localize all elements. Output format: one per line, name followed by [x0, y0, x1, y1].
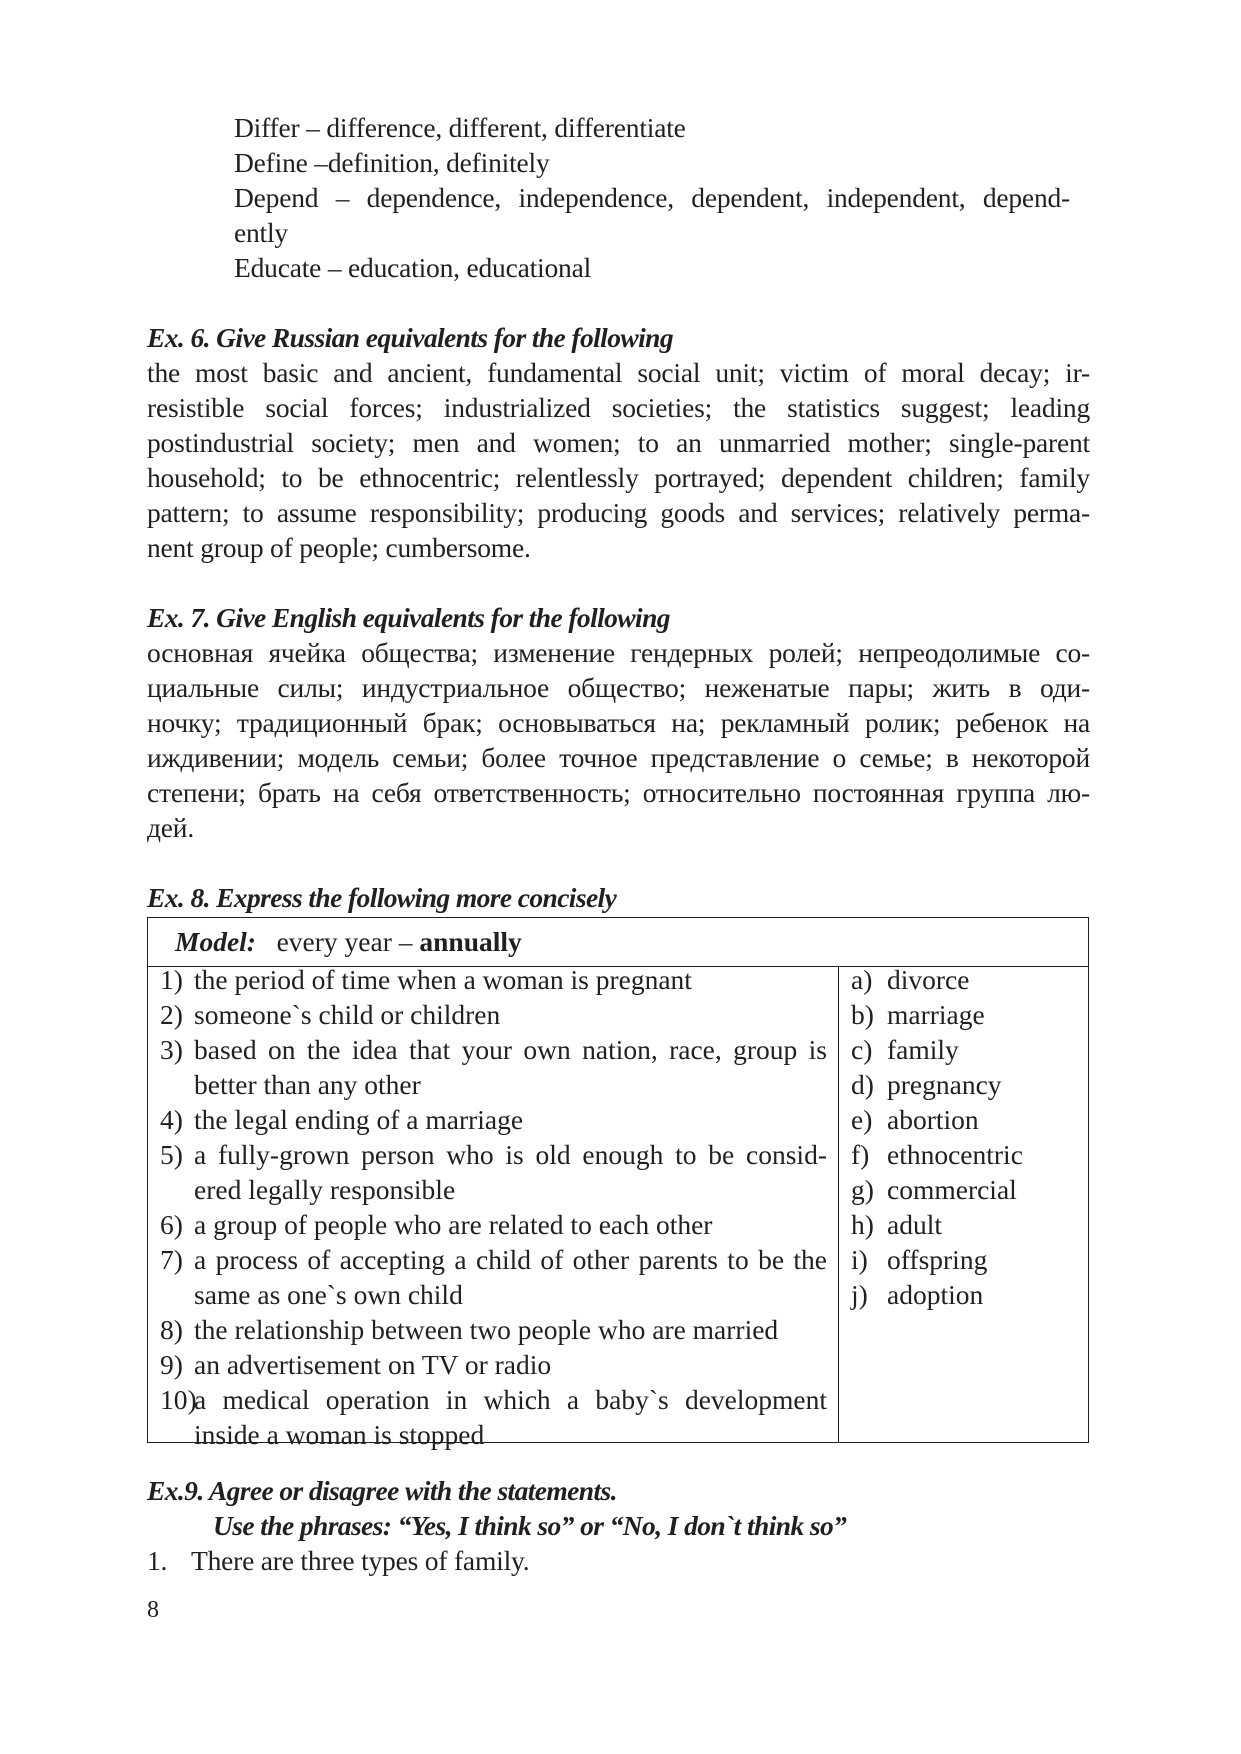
item-text: a group of people who are related to each other — [194, 1209, 713, 1240]
item-text: better than any other — [194, 1069, 421, 1100]
exercise-heading: Ex. 6. Give Russian equivalents for the following — [147, 322, 673, 353]
paragraph-line: основная ячейка общества; изменение гендерных ролей; непреодолимые со- — [147, 637, 1090, 668]
paragraph-line: resistible social forces; industrialized societies; the statistics suggest; leading — [147, 392, 1090, 423]
item-text: same as one`s own child — [194, 1279, 463, 1310]
statement-item — [147, 1543, 530, 1578]
item-word: marriage — [887, 999, 985, 1030]
word-family-line: Differ – difference, different, differentiate — [234, 112, 686, 143]
paragraph-line: степени; брать на себя ответственность; относительно постоянная группа лю- — [147, 777, 1090, 808]
model-phrase: every year – — [276, 926, 413, 957]
item-letter: a) — [851, 964, 873, 995]
item-number: 8) — [160, 1314, 183, 1345]
item-text: the legal ending of a marriage — [194, 1104, 524, 1135]
item-letter: f) — [851, 1139, 870, 1170]
item-letter: d) — [851, 1069, 874, 1100]
word-family-line: ently — [234, 217, 288, 248]
item-word: offspring — [887, 1244, 988, 1275]
item-word: adoption — [887, 1279, 984, 1310]
item-number: 2) — [160, 999, 183, 1030]
item-text: a fully-grown person who is old enough to be consid- — [194, 1139, 827, 1170]
item-word: commercial — [887, 1174, 1017, 1205]
item-number: 6) — [160, 1209, 183, 1240]
item-letter: b) — [851, 999, 874, 1030]
item-text: inside a woman is stopped — [194, 1419, 485, 1450]
item-text: an advertisement on TV or radio — [194, 1349, 552, 1380]
matching-table — [147, 917, 1089, 1450]
item-number: 4) — [160, 1104, 183, 1135]
item-text: a process of accepting a child of other parents to be the — [194, 1244, 827, 1275]
exercise-heading: Ex. 8. Express the following more concisely — [147, 882, 617, 913]
statement-text: There are three types of family. — [191, 1545, 530, 1576]
word-family-line: Educate – education, educational — [234, 252, 592, 283]
paragraph-line: иждивении; модель семьи; более точное представление о семье; в некоторой — [147, 742, 1090, 773]
item-letter: h) — [851, 1209, 874, 1240]
exercise-heading: Ex.9. Agree or disagree with the statements. — [147, 1475, 617, 1506]
item-number: 7) — [160, 1244, 183, 1275]
item-word: pregnancy — [887, 1069, 1002, 1100]
column-divider — [838, 967, 839, 1442]
model-label: Model: — [175, 926, 256, 957]
item-word: abortion — [887, 1104, 979, 1135]
paragraph-line: ночку; традиционный брак; основываться на; рекламный ролик; ребенок на — [147, 707, 1090, 738]
exercise-subheading: Use the phrases: “Yes, I think so” or “No, I don`t think so” — [213, 1510, 847, 1541]
item-number: 10) — [160, 1384, 197, 1415]
item-text: based on the idea that your own nation, race, group is — [194, 1034, 827, 1065]
item-number: 1) — [160, 964, 183, 995]
paragraph-line: циальные силы; индустриальное общество; неженатые пары; жить в оди- — [147, 672, 1090, 703]
model-example — [175, 924, 522, 959]
item-text: someone`s child or children — [194, 999, 501, 1030]
paragraph-line: postindustrial society; men and women; to an unmarried mother; single-parent — [147, 427, 1090, 458]
item-letter: i) — [851, 1244, 868, 1275]
item-text: the relationship between two people who are married — [194, 1314, 779, 1345]
paragraph-line: nent group of people; cumbersome. — [147, 532, 531, 563]
paragraph-line: pattern; to assume responsibility; producing goods and services; relatively perma- — [147, 497, 1090, 528]
model-row — [148, 918, 1088, 967]
item-letter: j) — [851, 1279, 868, 1310]
item-word: family — [887, 1034, 959, 1065]
word-family-line: Define –definition, definitely — [234, 147, 550, 178]
item-word: adult — [887, 1209, 942, 1240]
item-word: divorce — [887, 964, 970, 995]
page-number: 8 — [147, 1597, 159, 1623]
item-text: ered legally responsible — [194, 1174, 456, 1205]
paragraph-line: дей. — [147, 812, 194, 843]
item-text: the period of time when a woman is pregnant — [194, 964, 692, 995]
item-text: a medical operation in which a baby`s development — [194, 1384, 827, 1415]
exercise-heading: Ex. 7. Give English equivalents for the following — [147, 602, 670, 633]
item-letter: g) — [851, 1174, 874, 1205]
item-number: 9) — [160, 1349, 183, 1380]
word-family-line: Depend – dependence, independence, dependent, independent, depend- — [234, 182, 1070, 213]
item-letter: c) — [851, 1034, 873, 1065]
paragraph-line: the most basic and ancient, fundamental social unit; victim of moral decay; ir- — [147, 357, 1090, 388]
statement-number: 1. — [147, 1545, 168, 1576]
item-number: 5) — [160, 1139, 183, 1170]
paragraph-line: household; to be ethnocentric; relentlessly portrayed; dependent children; family — [147, 462, 1090, 493]
item-word: ethnocentric — [887, 1139, 1023, 1170]
item-number: 3) — [160, 1034, 183, 1065]
model-answer: annually — [419, 926, 522, 957]
item-letter: e) — [851, 1104, 873, 1135]
